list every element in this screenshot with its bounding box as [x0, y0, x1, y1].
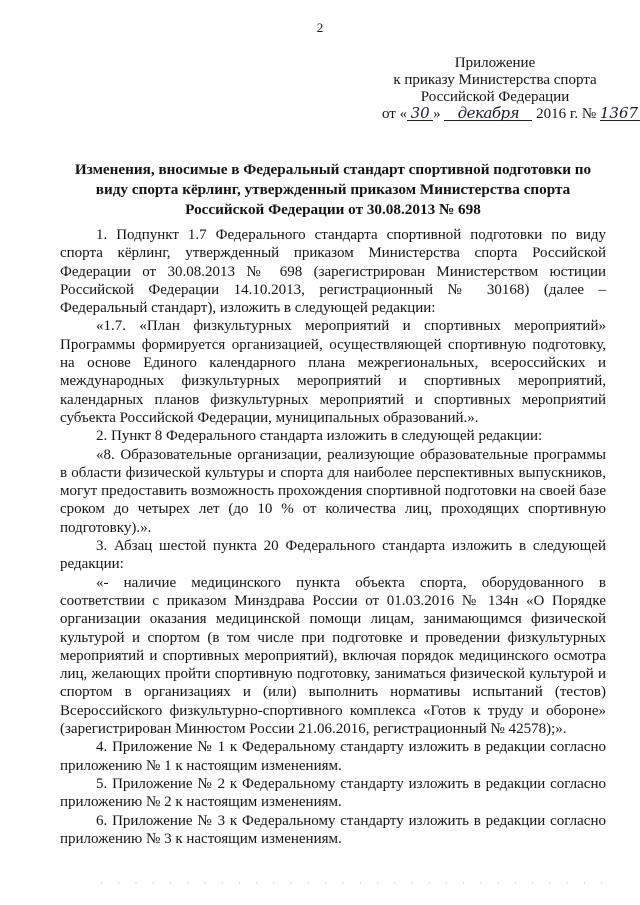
scan-artifact-dots: · · · · · · · · · · · · · · · · · · · · · · · · · · · · · · — [100, 878, 610, 888]
appendix-order-ref: к приказу Министерства спорта — [393, 72, 597, 88]
paragraph-3-quote: «- наличие медицинского пункта объекта спорта, оборудованного в соответствии с приказом Минздрава России от 01.03.2016 № 134н «О Порядке организации оказания медицинской помощи лицам, занимающимся физической культурой и спортом (в том числе при подготовке и проведении физкультурных мероприятий и спортивных мероприятий), включая порядок медицинского осмотра лиц, желающих пройти спортивную подготовку, заниматься физической культурой и спортом в организациях и (или) выполнить нормативы испытаний (тестов) Всероссийского физкультурно-спортивного комплекса «Готов к труду и обороне» (зарегистрирован Минюстом России 21.06.2016, регистрационный № 42578);». — [60, 574, 606, 738]
handwritten-month: декабря — [444, 106, 532, 121]
order-date-line — [382, 106, 640, 123]
paragraph-2-quote: «8. Образовательные организации, реализующие образовательные программы в области физической культуры и спорта для наиболее перспективных выпускников, могут предоставить возможность прохождения спортивной подготовки на своей базе сроком до четырех лет (до 10 % от количества лиц, проходящих спортивную подготовку).». — [60, 446, 606, 536]
paragraph-6: 6. Приложение № 3 к Федеральному стандарту изложить в редакции согласно приложению № 3 к настоящим изменениям. — [60, 812, 606, 847]
appendix-title: Приложение — [454, 55, 536, 71]
date-prefix: от « — [382, 106, 408, 122]
document-body — [60, 226, 606, 848]
paragraph-1-quote: «1.7. «План физкультурных мероприятий и спортивных мероприятий» Программы формируется организацией, осуществляющей спортивную подготовку, на основе Единого календарного плана межрегиональных, всероссийских и международных физкультурных мероприятий и спортивных мероприятий, календарных планов физкультурных мероприятий и спортивных мероприятий субъекта Российской Федерации, муниципальных образований.». — [60, 318, 606, 426]
paragraph-1: 1. Подпункт 1.7 Федерального стандарта спортивной подготовки по виду спорта кёрлинг, утвержденный приказом Министерства спорта Российской Федерации от 30.08.2013 № 698 (зарегистрирован Министерством юстиции Российской Федерации 14.10.2013, регистрационный № 30168) (далее – Федеральный стандарт), изложить в следующей редакции: — [60, 227, 606, 317]
page-number: 2 — [316, 20, 324, 35]
handwritten-order-number: 1367 — [599, 104, 639, 122]
paragraph-2: 2. Пункт 8 Федерального стандарта изложить в следующей редакции: — [96, 428, 543, 445]
paragraph-4: 4. Приложение № 1 к Федеральному стандарту изложить в редакции согласно приложению № 1 к настоящим изменениям. — [60, 739, 606, 774]
appendix-federation: Российской Федерации — [420, 89, 570, 105]
paragraph-5: 5. Приложение № 2 к Федеральному стандарту изложить в редакции согласно приложению № 2 к настоящим изменениям. — [60, 775, 606, 811]
document-title: Изменения, вносимые в Федеральный стандарт спортивной подготовки по виду спорта кёрлинг, утвержденный приказом Министерства спорта Российской Федерации от 30.08.2013 № 698 — [74, 161, 592, 218]
paragraph-3: 3. Абзац шестой пункта 20 Федерального стандарта изложить в следующей редакции: — [60, 538, 606, 573]
handwritten-day: 30 — [407, 106, 433, 121]
date-year: 2016 г. № — [536, 106, 597, 122]
date-mid: » — [433, 106, 441, 122]
appendix-header — [380, 55, 610, 106]
